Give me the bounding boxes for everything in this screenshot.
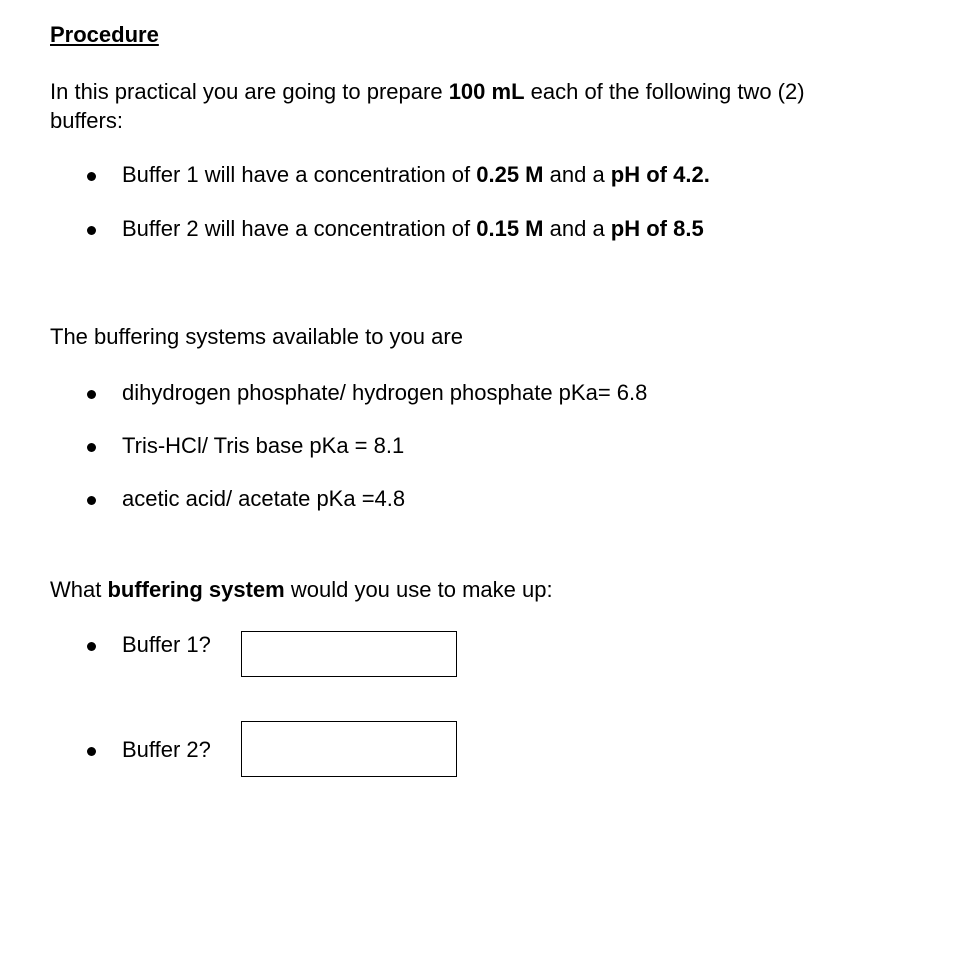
bullet-icon xyxy=(87,747,96,756)
list-item-buffer-2 xyxy=(122,216,704,242)
intro-volume: 100 mL xyxy=(448,79,525,104)
question-emphasis: buffering system xyxy=(107,577,285,602)
intro-text-end: each of the following two (2) xyxy=(524,79,805,104)
list-item-buffer-1 xyxy=(122,162,710,188)
buffer-2-and: and a xyxy=(543,216,611,241)
systems-intro: The buffering systems available to you are xyxy=(50,324,463,349)
answer-label-buffer-2: Buffer 2? xyxy=(122,737,211,762)
bullet-icon xyxy=(87,390,96,399)
bullet-icon xyxy=(87,642,96,651)
bullet-icon xyxy=(87,172,96,181)
answer-field-buffer-1[interactable] xyxy=(241,631,457,677)
answer-label-buffer-1: Buffer 1? xyxy=(122,632,211,657)
bullet-icon xyxy=(87,496,96,505)
page-title: Procedure xyxy=(50,22,159,47)
buffer-1-ph: pH of 4.2. xyxy=(610,162,710,187)
intro-text: In this practical you are going to prepare xyxy=(50,79,449,104)
intro-line-2: buffers: xyxy=(50,108,123,133)
buffer-1-and: and a xyxy=(543,162,611,187)
buffer-2-ph: pH of 8.5 xyxy=(610,216,704,241)
bullet-icon xyxy=(87,226,96,235)
buffer-1-text: Buffer 1 will have a concentration of xyxy=(122,162,477,187)
buffer-2-concentration: 0.15 M xyxy=(476,216,544,241)
question-text: What xyxy=(50,577,108,602)
answer-field-buffer-2[interactable] xyxy=(241,721,457,777)
list-item-system: Tris-HCl/ Tris base pKa = 8.1 xyxy=(122,433,405,458)
buffer-1-concentration: 0.25 M xyxy=(476,162,544,187)
list-item-system: dihydrogen phosphate/ hydrogen phosphate pKa= 6.8 xyxy=(122,380,648,405)
bullet-icon xyxy=(87,443,96,452)
list-item-system: acetic acid/ acetate pKa =4.8 xyxy=(122,486,406,511)
intro-line-1 xyxy=(50,77,805,106)
buffer-2-text: Buffer 2 will have a concentration of xyxy=(122,216,477,241)
question xyxy=(50,575,553,604)
question-text-end: would you use to make up: xyxy=(284,577,553,602)
